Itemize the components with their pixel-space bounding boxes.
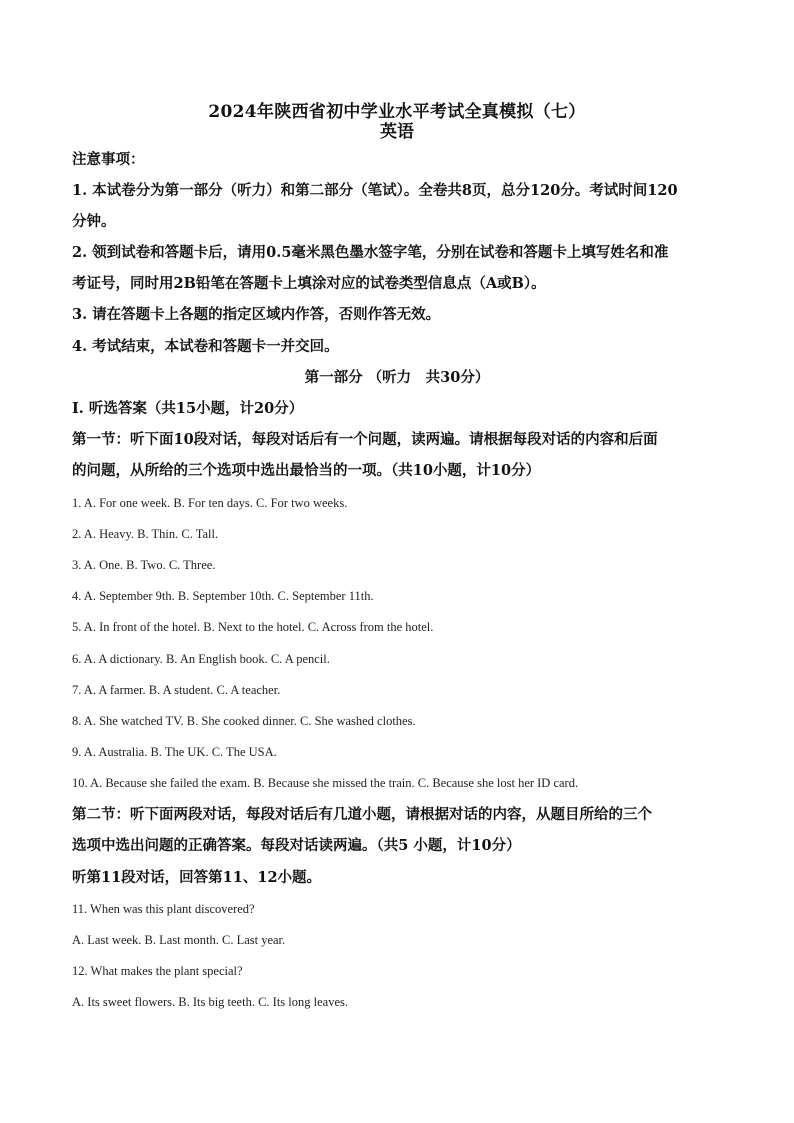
question-1: 1. A. For one week. B. For ten days. C. For two weeks. <box>72 496 348 510</box>
question-5: 5. A. In front of the hotel. B. Next to the hotel. C. Across from the hotel. <box>72 620 434 634</box>
question-9: 9. A. Australia. B. The UK. C. The USA. <box>72 745 277 759</box>
question-10: 10. A. Because she failed the exam. B. Because she missed the train. C. Because she lost her ID card. <box>72 776 579 790</box>
exam-title: 2024年陕西省初中学业水平考试全真模拟（七） <box>208 102 586 122</box>
section-two-instruction-line-1: 第二节：听下面两段对话，每段对话后有几道小题，请根据对话的内容，从题目所给的三个 <box>72 806 652 823</box>
part-one-heading: 第一部分 （听力 共30分） <box>304 369 490 386</box>
section-one-instruction-line-2: 的问题，从所给的三个选项中选出最恰当的一项。（共10小题，计10分） <box>72 462 541 479</box>
section-one-instruction-line-1: 第一节：听下面10段对话，每段对话后有一个问题，读两遍。请根据每段对话的内容和后面 <box>72 431 658 448</box>
exam-subject: 英语 <box>380 122 414 142</box>
dialog-11-heading: 听第11段对话，回答第11、12小题。 <box>72 869 322 886</box>
question-12-options: A. Its sweet flowers. B. Its big teeth. C. Its long leaves. <box>72 995 348 1009</box>
section-two-instruction-line-2: 选项中选出问题的正确答案。每段对话读两遍。（共5 小题，计10分） <box>72 837 521 854</box>
notes-heading: 注意事项： <box>72 151 145 168</box>
question-2: 2. A. Heavy. B. Thin. C. Tall. <box>72 527 219 541</box>
note-item-3: 3. 请在答题卡上各题的指定区域内作答，否则作答无效。 <box>72 306 441 323</box>
question-6: 6. A. A dictionary. B. An English book. C. A pencil. <box>72 652 330 666</box>
question-11-options: A. Last week. B. Last month. C. Last year. <box>72 933 286 947</box>
section-one-title: Ⅰ. 听选答案（共15小题，计20分） <box>72 400 304 417</box>
question-12: 12. What makes the plant special? <box>72 964 243 978</box>
note-item-1-line-1: 1. 本试卷分为第一部分（听力）和第二部分（笔试）。全卷共8页，总分120分。考试时间120 <box>72 182 678 199</box>
note-item-2-line-2: 考证号，同时用2B铅笔在答题卡上填涂对应的试卷类型信息点（A或B）。 <box>72 275 546 292</box>
note-item-4: 4. 考试结束，本试卷和答题卡一并交回。 <box>72 338 339 355</box>
question-3: 3. A. One. B. Two. C. Three. <box>72 558 216 572</box>
note-item-2-line-1: 2. 领到试卷和答题卡后，请用0.5毫米黑色墨水签字笔，分别在试卷和答题卡上填写姓名和准 <box>72 244 669 261</box>
question-4: 4. A. September 9th. B. September 10th. C. September 11th. <box>72 589 374 603</box>
note-item-1-line-2: 分钟。 <box>72 213 116 230</box>
question-11: 11. When was this plant discovered? <box>72 902 255 916</box>
question-7: 7. A. A farmer. B. A student. C. A teacher. <box>72 683 281 697</box>
question-8: 8. A. She watched TV. B. She cooked dinner. C. She washed clothes. <box>72 714 416 728</box>
